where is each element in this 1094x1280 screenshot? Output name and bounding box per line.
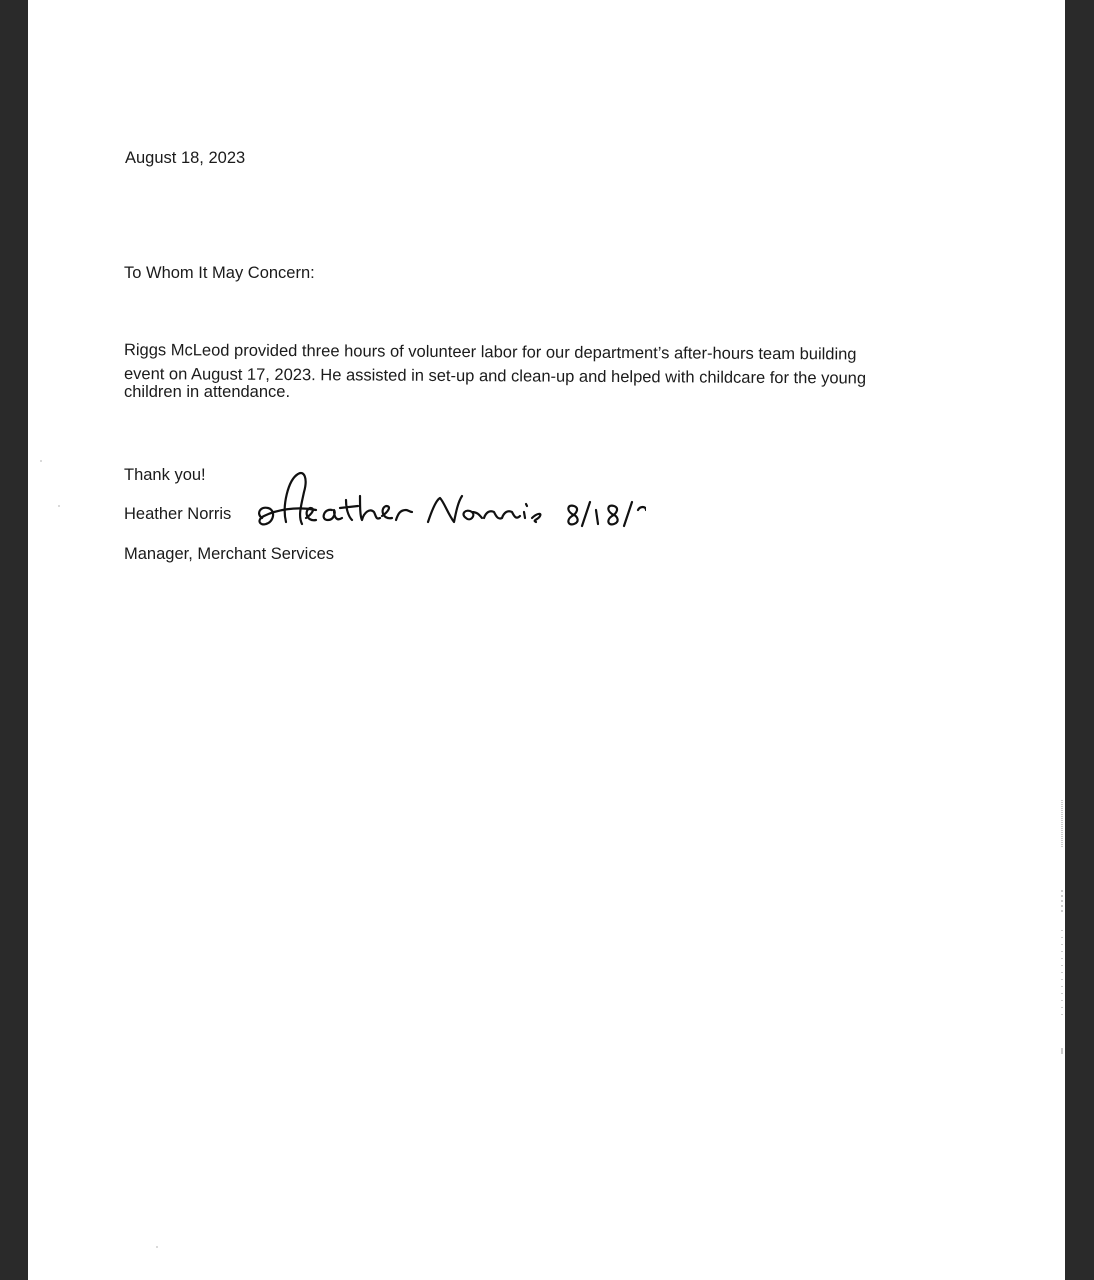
body-line: event on August 17, 2023. He assisted in set-up and clean-up and helped with childcare for the young <box>123 365 867 388</box>
handwritten-signature <box>246 466 646 538</box>
letter-date: August 18, 2023 <box>125 149 246 167</box>
body-line: children in attendance. <box>124 383 291 401</box>
body-line: Riggs McLeod provided three hours of volunteer labor for our department’s after-hours team building <box>123 341 857 364</box>
scan-speck <box>156 1246 158 1248</box>
scan-speck <box>40 460 42 462</box>
closing: Thank you! <box>124 466 206 484</box>
letter-page <box>28 0 1065 1280</box>
scanner-edge-marks <box>1060 800 1066 1060</box>
signer-name: Heather Norris <box>124 505 232 523</box>
scan-speck <box>58 505 60 507</box>
salutation: To Whom It May Concern: <box>124 264 315 282</box>
signer-title: Manager, Merchant Services <box>124 545 335 563</box>
letter-body <box>124 339 914 403</box>
